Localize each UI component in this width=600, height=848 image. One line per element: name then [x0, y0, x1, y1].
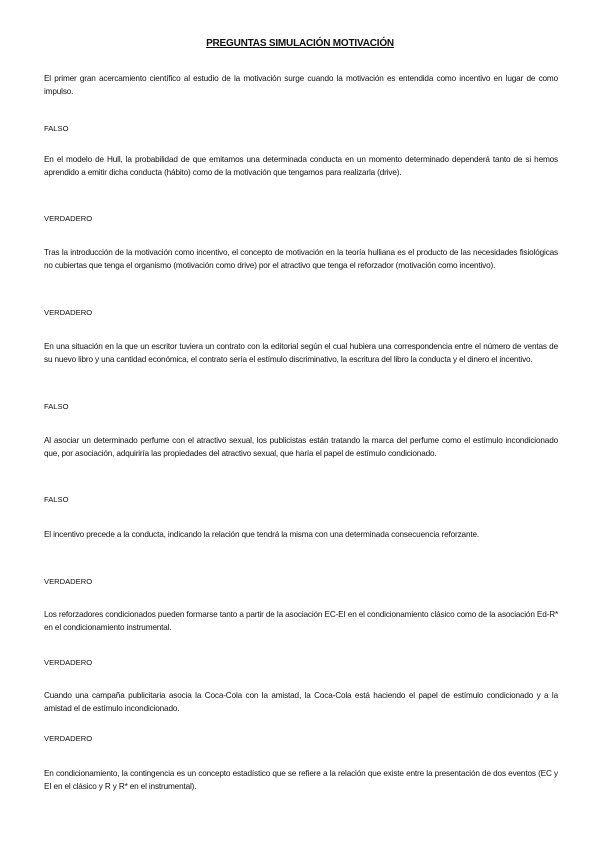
question-3: Tras la introducción de la motivación como incentivo, el concepto de motivación en la teoría hulliana es el producto de las necesidades fisiológicas no cubiertas que tenga el organismo (motivación como drive) por el atractivo que tenga el reforzador (motivación como incentivo). [44, 248, 558, 270]
answer-2: VERDADERO [44, 214, 93, 223]
answer-4: FALSO [44, 402, 69, 411]
question-2: En el modelo de Hull, la probabilidad de que emitamos una determinada conducta en un momento determinado dependerá tanto de si hemos aprendido a emitir dicha conducta (hábito) como de la motivación que tengamos para realizarla (drive). [44, 155, 558, 177]
question-1: El primer gran acercamiento científico al estudio de la motivación surge cuando la motivación es entendida como incentivo en lugar de como impulso. [44, 74, 558, 96]
question-7: Los reforzadores condicionados pueden formarse tanto a partir de la asociación EC-EI en el condicionamiento clásico como de la asociación Ed-R* en el condicionamiento instrumental. [44, 610, 558, 632]
question-5: Al asociar un determinado perfume con el atractivo sexual, los publicistas están tratando la marca del perfume como el estímulo incondicionado que, por asociación, adquiriría las propiedades del atractivo sexual, que haría el papel de estímulo condicionado. [44, 436, 558, 458]
answer-7: VERDADERO [44, 658, 93, 667]
question-8: Cuando una campaña publicitaria asocia la Coca-Cola con la amistad, la Coca-Cola está haciendo el papel de estímulo condicionado y a la amistad el de estímulo incondicionado. [44, 691, 558, 713]
answer-8: VERDADERO [44, 734, 93, 743]
question-6: El incentivo precede a la conducta, indicando la relación que tendrá la misma con una determinada consecuencia reforzante. [44, 530, 480, 539]
answer-3: VERDADERO [44, 308, 93, 317]
page-title: PREGUNTAS SIMULACIÓN MOTIVACIÓN [206, 38, 394, 49]
answer-5: FALSO [44, 495, 69, 504]
question-4: En una situación en la que un escritor tuviera un contrato con la editorial según el cual hubiera una correspondencia entre el número de ventas de su nuevo libro y una cantidad económica, el contrato sería el estímulo discriminativo, la escritura del libro la conducta y el dinero el incentivo. [44, 342, 558, 364]
answer-6: VERDADERO [44, 577, 93, 586]
question-9: En condicionamiento, la contingencia es un concepto estadístico que se refiere a la relación que existe entre la presentación de dos eventos (EC y EI en el clásico y R y R* en el instrumental). [44, 769, 558, 791]
answer-1: FALSO [44, 124, 69, 133]
